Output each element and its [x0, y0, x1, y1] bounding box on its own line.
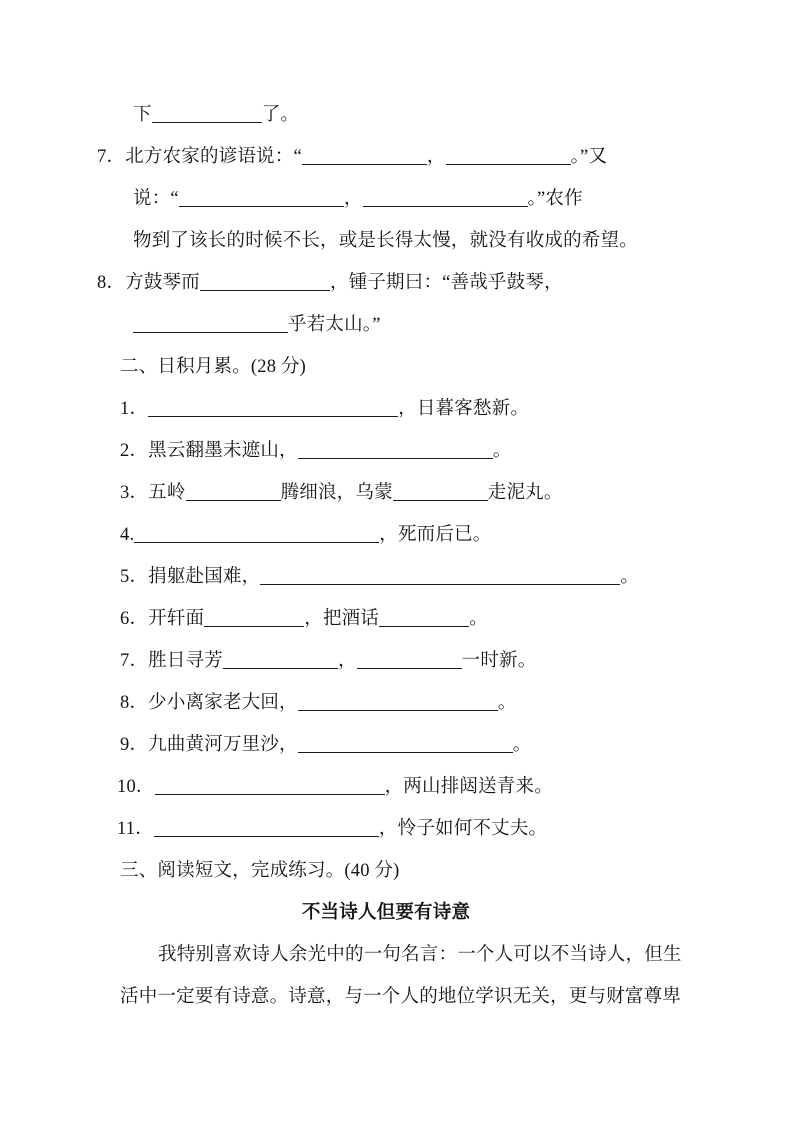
text-run: 2．黑云翻墨未遮山， [120, 441, 298, 461]
text-run: 。”农作 [527, 189, 583, 209]
paragraph-line [97, 934, 682, 976]
text-run: 了。 [261, 105, 300, 125]
text-run: ， [426, 147, 446, 167]
blank-field [298, 458, 493, 459]
blank-field [379, 626, 469, 627]
document-content [97, 94, 682, 1018]
text-run: 1． [120, 399, 149, 419]
text-run: 8．方鼓琴而 [97, 273, 200, 293]
text-run: ，死而后已。 [379, 525, 492, 545]
text-run: ，锺子期曰：“善哉乎鼓琴， [329, 273, 563, 293]
text-run: 我特别喜欢诗人余光中的一句名言：一个人可以不当诗人，但生 [158, 945, 682, 965]
document-line [97, 388, 675, 430]
blank-field [155, 794, 385, 795]
text-run: 11． [117, 819, 154, 839]
document-line [97, 766, 675, 808]
text-run: 6．开轩面 [120, 609, 205, 629]
text-run: 一时新。 [461, 651, 537, 671]
blank-field [446, 164, 571, 165]
document-line [97, 94, 675, 136]
blank-field [154, 836, 379, 837]
text-run: 。 [469, 609, 488, 629]
document-line [97, 808, 675, 850]
text-run: 9．九曲黄河万里沙， [120, 735, 298, 755]
blank-field [298, 752, 513, 753]
blank-field [260, 584, 620, 585]
text-run: 乎若太山。” [288, 315, 381, 335]
text-run: 。”又 [570, 147, 608, 167]
text-run: 物到了该长的时候不长，或是长得太慢，就没有收成的希望。 [133, 231, 638, 251]
text-run: 说：“ [133, 189, 179, 209]
text-run: 活中一定要有诗意。诗意，与一个人的地位学识无关，更与财富尊卑 [120, 987, 682, 1007]
blank-field [148, 416, 398, 417]
text-run: ， [343, 189, 363, 209]
document-line [97, 598, 675, 640]
blank-field [133, 332, 288, 333]
blank-field [393, 500, 488, 501]
blank-field [302, 164, 427, 165]
blank-field [200, 290, 330, 291]
text-run: 3．五岭 [120, 483, 186, 503]
blank-field [186, 500, 281, 501]
text-run: 。 [492, 441, 512, 461]
blank-field [223, 668, 338, 669]
document-line [97, 304, 675, 346]
section-heading [97, 850, 675, 892]
text-run: 5．捐躯赴国难， [120, 567, 261, 587]
text-run: ，两山排闼送青来。 [384, 777, 553, 797]
text-run: 走泥丸。 [487, 483, 563, 503]
text-run: 下 [133, 105, 152, 125]
document-line [97, 724, 675, 766]
document-line [97, 640, 675, 682]
text-run: 4. [120, 525, 135, 545]
document-line [97, 220, 675, 262]
blank-field [363, 206, 528, 207]
text-run: 7．北方农家的谚语说：“ [97, 147, 302, 167]
text-run: ，把酒话 [304, 609, 380, 629]
document-line [97, 472, 675, 514]
blank-field [204, 626, 304, 627]
document-line [97, 430, 675, 472]
blank-field [152, 122, 262, 123]
text-run: 。 [497, 693, 517, 713]
document-line [97, 682, 675, 724]
text-run: 三、阅读短文，完成练习。(40 分) [120, 861, 400, 881]
text-run: 不当诗人但要有诗意 [301, 903, 471, 923]
document-line [97, 136, 675, 178]
text-run: 7．胜日寻芳 [120, 651, 223, 671]
text-run: ，日暮客愁新。 [398, 399, 530, 419]
blank-field [179, 206, 344, 207]
blank-field [298, 710, 498, 711]
text-run: 。 [512, 735, 532, 755]
text-run: ， [337, 651, 357, 671]
document-line [97, 514, 675, 556]
section-heading [97, 346, 675, 388]
blank-field [134, 542, 379, 543]
blank-field [357, 668, 462, 669]
document-line [97, 178, 675, 220]
paragraph-line [97, 976, 682, 1018]
text-run: 二、日积月累。(28 分) [120, 357, 307, 377]
text-run: 腾细浪，乌蒙 [280, 483, 393, 503]
passage-title [97, 892, 675, 934]
document-line [97, 556, 675, 598]
text-run: 8．少小离家老大回， [120, 693, 298, 713]
text-run: 。 [620, 567, 640, 587]
document-line [97, 262, 675, 304]
text-run: ，怜子如何不丈夫。 [378, 819, 548, 839]
text-run: 10． [117, 777, 155, 797]
